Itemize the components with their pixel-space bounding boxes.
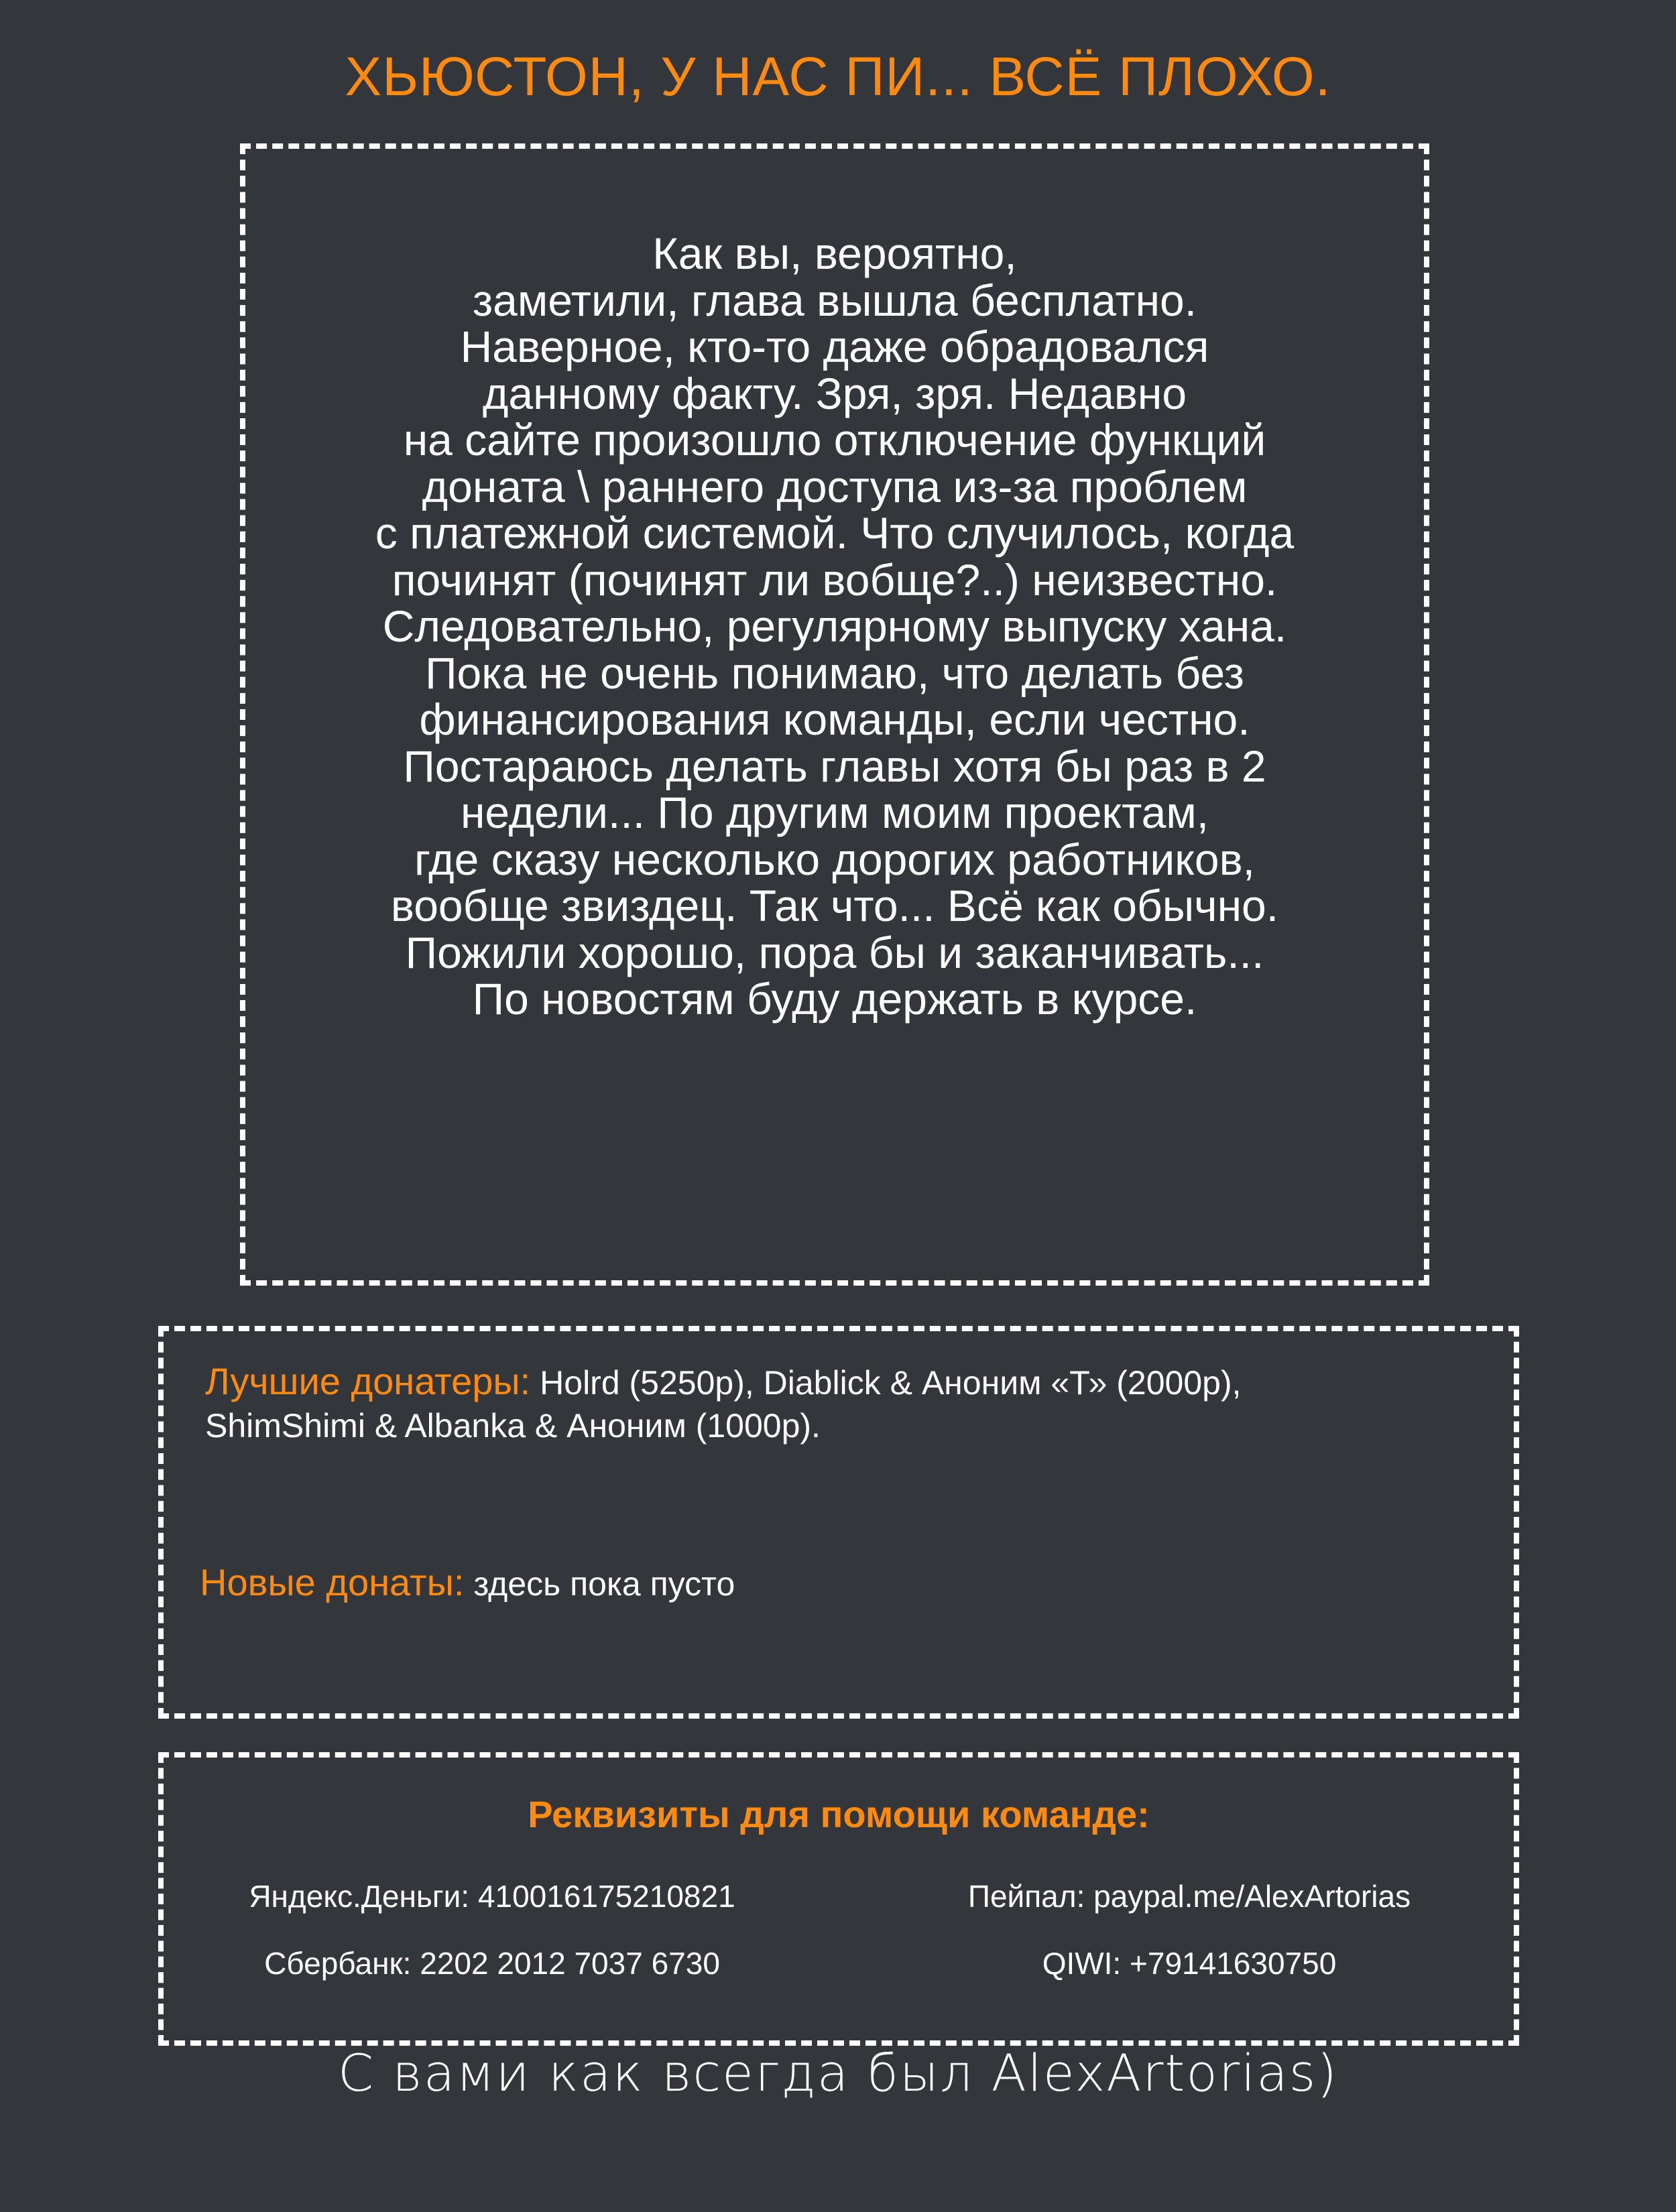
announcement-line: где сказу несколько дорогих работников,	[414, 834, 1256, 884]
requisites-title: Реквизиты для помощи команде:	[528, 1793, 1150, 1835]
best-donors-line-2: ShimShimi & Albanka & Аноним (1000р).	[205, 1407, 821, 1445]
announcement-line: Пожили хорошо, пора бы и заканчивать...	[405, 927, 1264, 977]
paypal-requisite: Пейпал: paypal.me/AlexArtorias	[967, 1879, 1411, 1914]
donors-box	[158, 1326, 1519, 1719]
requisites-box	[158, 1752, 1519, 2046]
best-donors-list: Holrd (5250р), Diablick & Аноним «Т» (2000р),	[540, 1364, 1242, 1402]
announcement-line: Наверное, кто-то даже обрадовался	[460, 322, 1209, 371]
announcement-line: с платежной системой. Что случилось, когда	[375, 508, 1295, 558]
signature: С вами как всегда был AlexArtorias)	[337, 2043, 1339, 2103]
announcement-box	[240, 143, 1429, 1286]
announcement-line: Следовательно, регулярному выпуску хана.	[382, 601, 1287, 651]
announcement-line: починят (починят ли вобще?..) неизвестно.	[392, 554, 1278, 605]
announcement-line: доната \ раннего доступа из-за проблем	[422, 461, 1248, 511]
announcement-line: Постараюсь делать главы хотя бы раз в 2	[403, 741, 1266, 791]
announcement-line: финансирования команды, если честно.	[419, 694, 1250, 744]
new-donations-label: Новые донаты:	[200, 1561, 465, 1603]
announcement-line: на сайте произошло отключение функций	[403, 415, 1266, 465]
new-donations-value: здесь пока пусто	[473, 1565, 735, 1603]
announcement-line: Как вы, вероятно,	[652, 229, 1017, 278]
sberbank-requisite: Сбербанк: 2202 2012 7037 6730	[264, 1946, 720, 1981]
announcement-line: заметили, глава вышла бесплатно.	[472, 275, 1197, 325]
page-title: ХЬЮСТОН, У НАС ПИ... ВСЁ ПЛОХО.	[345, 46, 1331, 107]
yandex-money-requisite: Яндекс.Деньги: 410016175210821	[249, 1879, 735, 1914]
best-donors-label: Лучшие донатеры:	[205, 1360, 531, 1402]
announcement-line: недели... По другим моим проектам,	[460, 788, 1209, 837]
announcement-text	[245, 231, 1424, 1023]
announcement-line: данному факту. Зря, зря. Недавно	[482, 368, 1187, 418]
best-donors-line	[205, 1359, 1242, 1403]
announcement-line: По новостям буду держать в курсе.	[472, 974, 1197, 1024]
announcement-line: Пока не очень понимаю, что делать без	[425, 648, 1244, 698]
new-donations-line	[200, 1560, 735, 1604]
announcement-line: вообще звиздец. Так что... Всё как обычно.	[390, 881, 1279, 930]
qiwi-requisite: QIWI: +79141630750	[1042, 1946, 1337, 1981]
